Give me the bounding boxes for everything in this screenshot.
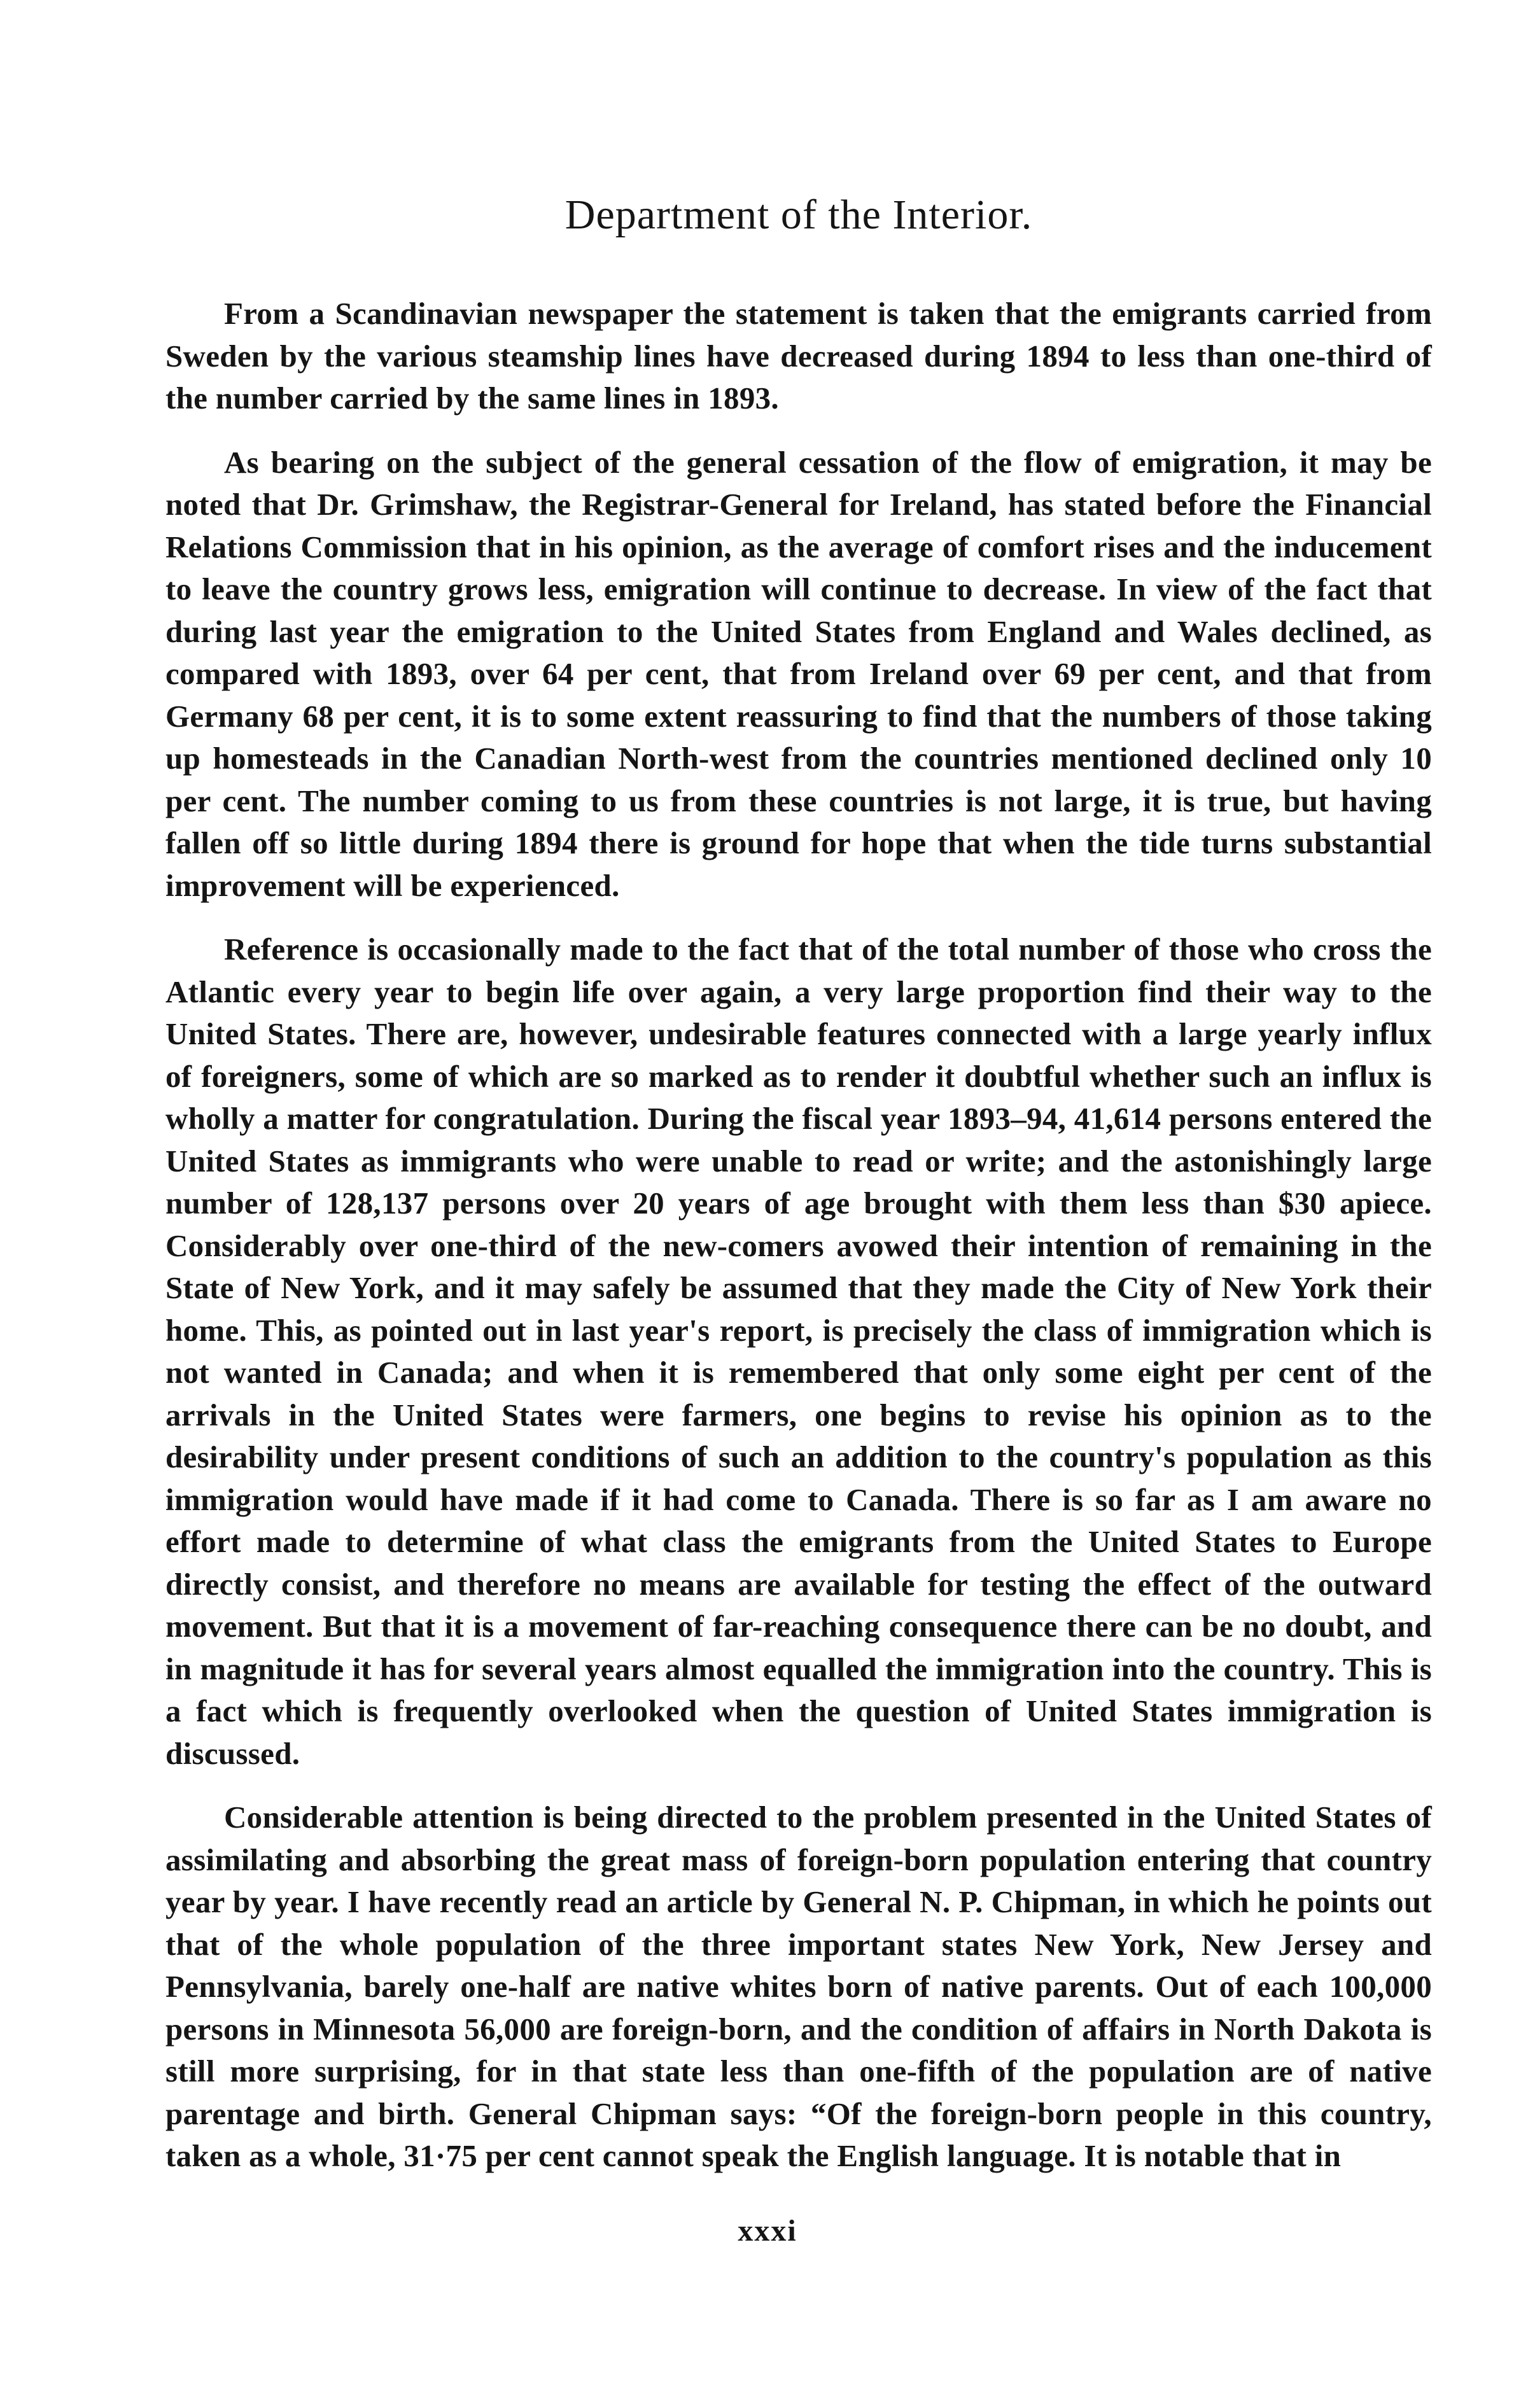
document-page	[165, 191, 1432, 2199]
paragraph-2: As bearing on the subject of the general cessation of the flow of emigration, it may be noted that Dr. Grimshaw, the Registrar-General for Ireland, has stated before the Financial Relations Commission that in his opinion, as the average of comfort rises and the inducement to leave the country grows less, emigration will continue to decrease. In view of the fact that during last year the emigration to the United States from England and Wales declined, as compared with 1893, over 64 per cent, that from Ireland over 69 per cent, and that from Germany 68 per cent, it is to some extent reassuring to find that the numbers of those taking up homesteads in the Canadian North-west from the countries mentioned declined only 10 per cent. The number coming to us from these countries is not large, it is true, but having fallen off so little during 1894 there is ground for hope that when the tide turns substantial improvement will be experienced.	[165, 444, 1432, 903]
paragraph-3: Reference is occasionally made to the fact that of the total number of those who cross the Atlantic every year to begin life over again, a very large proportion find their way to the United States. There are, however, undesirable features connected with a large yearly influx of foreigners, some of which are so marked as to render it doubtful whether such an influx is wholly a matter for congratulation. During the fiscal year 1893–94, 41,614 persons entered the United States as immigrants who were unable to read or write; and the astonishingly large number of 128,137 persons over 20 years of age brought with them less than $30 apiece. Considerably over one-third of the new-comers avowed their intention of remaining in the State of New York, and it may safely be assumed that they made the City of New York their home. This, as pointed out in last year's report, is precisely the class of immigration which is not wanted in Canada; and when it is remembered that only some eight per cent of the arrivals in the United States were farmers, one begins to revise his opinion as to the desirability under present conditions of such an addition to the country's population as this immigration would have made if it had come to Canada. There is so far as I am aware no effort made to determine of what class the emigrants from the United States to Europe directly consist, and therefore no means are available for testing the effect of the outward movement. But that it is a movement of far-reaching consequence there can be no doubt, and in magnitude it has for several years almost equalled the immigration into the country. This is a fact which is frequently overlooked when the question of United States immigration is discussed.	[165, 932, 1432, 1771]
paragraph-4: Considerable attention is being directed to the problem presented in the United States of assimilating and absorbing the great mass of foreign-born population entering that country year by year. I have recently read an article by General N. P. Chipman, in which he points out that of the whole population of the three important states New York, New Jersey and Pennsylvania, barely one-half are native whites born of native parents. Out of each 100,000 persons in Minnesota 56,000 are foreign-born, and the condition of affairs in North Dakota is still more surprising, for in that state less than one-fifth of the population are of native parentage and birth. General Chipman says: “Of the foreign-born people in this country, taken as a whole, 31·75 per cent cannot speak the English language. It is notable that in	[165, 1800, 1432, 2173]
page-title: Department of the Interior.	[564, 192, 1033, 238]
paragraph-1: From a Scandinavian newspaper the statement is taken that the emigrants carried from Sweden by the various steamship lines have decreased during 1894 to less than one-third of the number carried by the same lines in 1893.	[165, 296, 1432, 416]
page-number: xxxi	[738, 2214, 797, 2248]
